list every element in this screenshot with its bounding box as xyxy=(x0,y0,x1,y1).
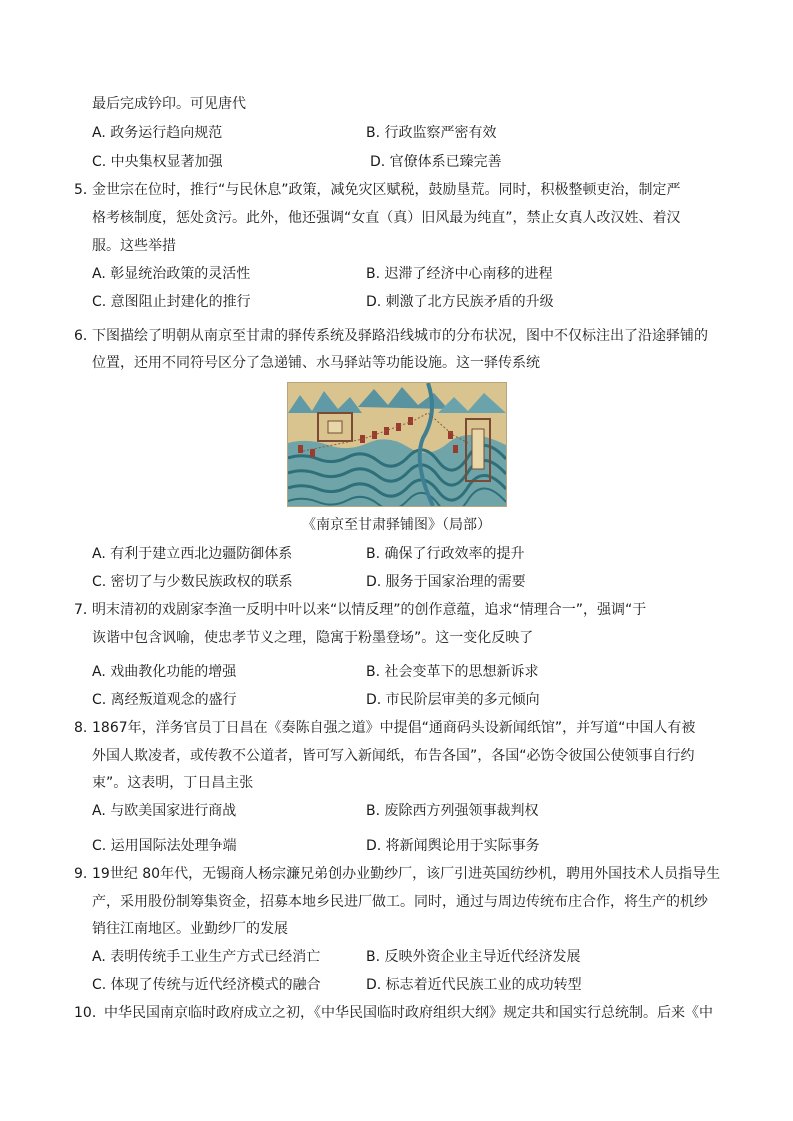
q7-option-c: C. 离经叛道观念的盛行 xyxy=(92,692,237,708)
q6-option-d: D. 服务于国家治理的需要 xyxy=(366,574,526,590)
question-7-line-1: 明末清初的戏剧家李渔一反明中叶以来“以情反理”的创作意蕴，追求“情理合一”，强调“于 xyxy=(92,602,647,618)
question-5-line-1: 金世宗在位时，推行“与民休息”政策，减免灾区赋税，鼓励垦荒。同时，积极整顿吏治，制定严 xyxy=(92,182,681,198)
question-6-line-1: 下图描绘了明朝从南京至甘肃的驿传系统及驿路沿线城市的分布状况，图中不仅标注出了沿途驿铺的 xyxy=(92,328,708,344)
question-5-number: 5． xyxy=(74,182,97,198)
q9-option-a: A. 表明传统手工业生产方式已经消亡 xyxy=(92,949,321,965)
relay-map-image xyxy=(287,382,507,507)
q6-option-a: A. 有利于建立西北边疆防御体系 xyxy=(92,546,293,562)
q8-option-b: B. 废除西方列强领事裁判权 xyxy=(366,803,539,819)
q5-option-c: C. 意图阻止封建化的推行 xyxy=(92,294,251,310)
q8-option-c: C. 运用国际法处理争端 xyxy=(92,838,237,854)
question-9-line-1: 19世纪 80年代，无锡商人杨宗濂兄弟创办业勤纱厂，该厂引进英国纺纱机，聘用外国技术人员指导生 xyxy=(92,866,721,882)
q5-option-d: D. 刺激了北方民族矛盾的升级 xyxy=(366,294,554,310)
q4-option-b: B. 行政监察严密有效 xyxy=(366,125,497,141)
q7-option-d: D. 市民阶层审美的多元倾向 xyxy=(366,692,540,708)
question-5-line-2: 格考核制度，惩处贪污。此外，他还强调“女直（真）旧风最为纯直”，禁止女真人改汉姓、着汉 xyxy=(92,210,681,226)
q7-option-b: B. 社会变革下的思想新诉求 xyxy=(366,664,539,680)
question-6-line-2: 位置，还用不同符号区分了急递铺、水马驿站等功能设施。这一驿传系统 xyxy=(92,355,540,371)
question-8-line-1: 1867年，洋务官员丁日昌在《奏陈自强之道》中提倡“通商码头设新闻纸馆”，并写道“中国人有被 xyxy=(92,720,696,736)
question-6-number: 6． xyxy=(74,328,97,344)
q5-option-b: B. 迟滞了经济中心南移的进程 xyxy=(366,266,553,282)
question-9-line-2: 产，采用股份制筹集资金，招募本地乡民进厂做工。同时，通过与周边传统布庄合作，将生产的机纱 xyxy=(92,894,708,910)
question-7-number: 7． xyxy=(74,602,97,618)
q4-option-d: D. 官僚体系已臻完善 xyxy=(370,154,502,170)
question-8-line-2: 外国人欺凌者，或传教不公道者，皆可写入新闻纸，布告各国”，各国“必饬令彼国公使领事自行约 xyxy=(92,748,695,764)
question-9-line-3: 销往江南地区。业勤纱厂的发展 xyxy=(92,921,288,937)
relay-map-illustration xyxy=(288,383,506,506)
q8-option-a: A. 与欧美国家进行商战 xyxy=(92,803,237,819)
q4-option-a: A. 政务运行趋向规范 xyxy=(92,125,223,141)
question-7-line-2: 诙谐中包含讽喻，使忠孝节义之理，隐寓于粉墨登场”。这一变化反映了 xyxy=(92,630,534,646)
question-4-stem: 最后完成钤印。可见唐代 xyxy=(92,96,246,112)
q9-option-c: C. 体现了传统与近代经济模式的融合 xyxy=(92,977,321,993)
question-10-line-1: 中华民国南京临时政府成立之初，《中华民国临时政府组织大纲》规定共和国实行总统制。后来《中 xyxy=(104,1005,713,1021)
q8-option-d: D. 将新闻舆论用于实际事务 xyxy=(366,838,540,854)
q6-option-c: C. 密切了与少数民族政权的联系 xyxy=(92,574,293,590)
question-9-number: 9. xyxy=(74,866,88,882)
question-5-line-3: 服。这些举措 xyxy=(92,238,176,254)
q7-option-a: A. 戏曲教化功能的增强 xyxy=(92,664,237,680)
question-8-line-3: 束”。这表明，丁日昌主张 xyxy=(92,775,254,791)
question-10-number: 10． xyxy=(74,1005,106,1021)
q5-option-a: A. 彰显统治政策的灵活性 xyxy=(92,266,251,282)
q9-option-b: B. 反映外资企业主导近代经济发展 xyxy=(366,949,581,965)
map-caption: 《南京至甘肃驿铺图》（局部） xyxy=(302,517,491,533)
q4-option-c: C. 中央集权显著加强 xyxy=(92,154,223,170)
q6-option-b: B. 确保了行政效率的提升 xyxy=(366,546,525,562)
question-8-number: 8. xyxy=(74,720,88,736)
q9-option-d: D. 标志着近代民族工业的成功转型 xyxy=(366,977,582,993)
